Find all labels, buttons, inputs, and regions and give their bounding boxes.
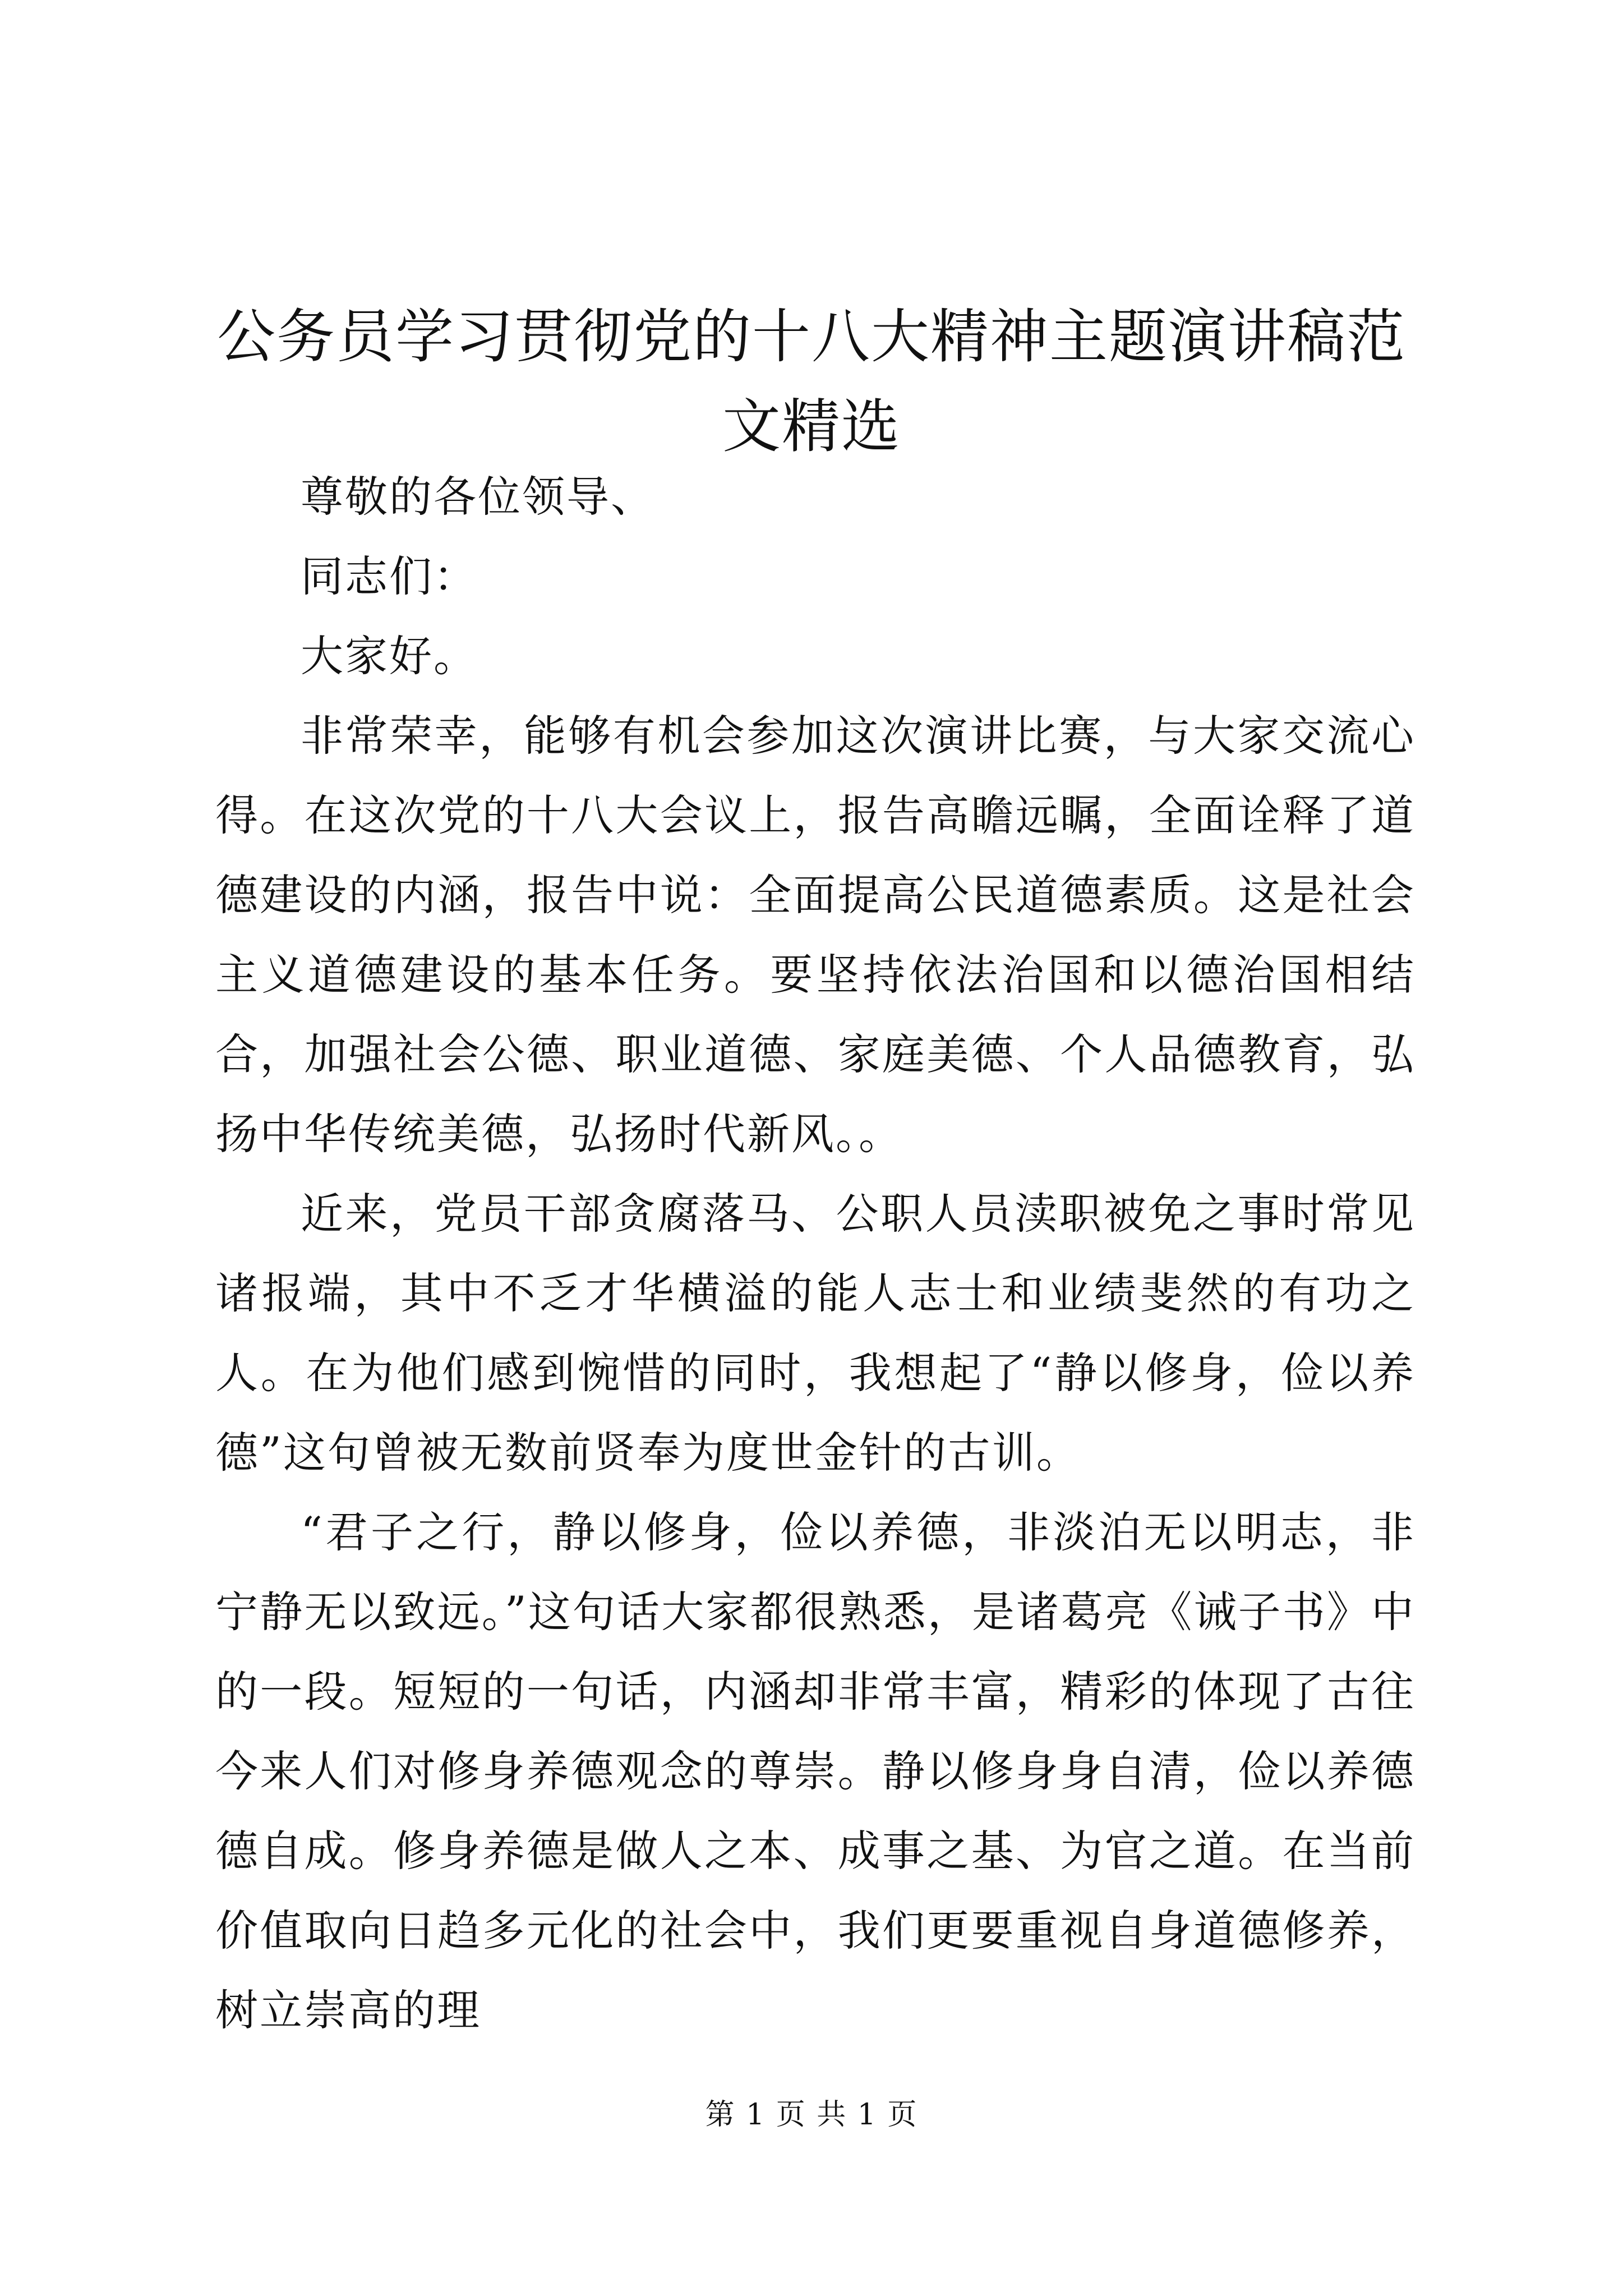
greeting-line: 大家好。 [301,631,478,681]
salutation-line-2: 同志们： [301,551,478,601]
body-paragraph: 近来，党员干部贪腐落马、公职人员渎职被免之事时常见诸报端，其中不乏才华横溢的能人志士和业绩斐然的有功之人。在为他们感到惋惜的同时，我想起了“静以修身，俭以养德”这句曾被无数前贤奉为度世金针的古训。 [215,1189,1415,1478]
document-title: 公务员学习贯彻党的十八大精神主题演讲稿范文精选 [216,302,1406,461]
document-body [215,457,1415,2050]
page-footer: 第 1 页 共 1 页 [705,2098,918,2132]
salutation-line-1: 尊敬的各位领导、 [301,472,655,522]
body-paragraph: “君子之行，静以修身，俭以养德，非淡泊无以明志，非宁静无以致远。”这句话大家都很熟悉，是诸葛亮《诫子书》中的一段。短短的一句话，内涵却非常丰富，精彩的体现了古往今来人们对修身养德观念的尊崇。静以修身身自清，俭以养德德自成。修身养德是做人之本、成事之基、为官之道。在当前价值取向日趋多元化的社会中，我们更要重视自身道德修养，树立崇高的理 [215,1507,1415,2035]
body-paragraph: 非常荣幸，能够有机会参加这次演讲比赛，与大家交流心得。在这次党的十八大会议上，报告高瞻远瞩，全面诠释了道德建设的内涵，报告中说：全面提高公民道德素质。这是社会主义道德建设的基本任务。要坚持依法治国和以德治国相结合，加强社会公德、职业道德、家庭美德、个人品德教育，弘扬中华传统美德，弘扬时代新风。。 [215,711,1415,1159]
